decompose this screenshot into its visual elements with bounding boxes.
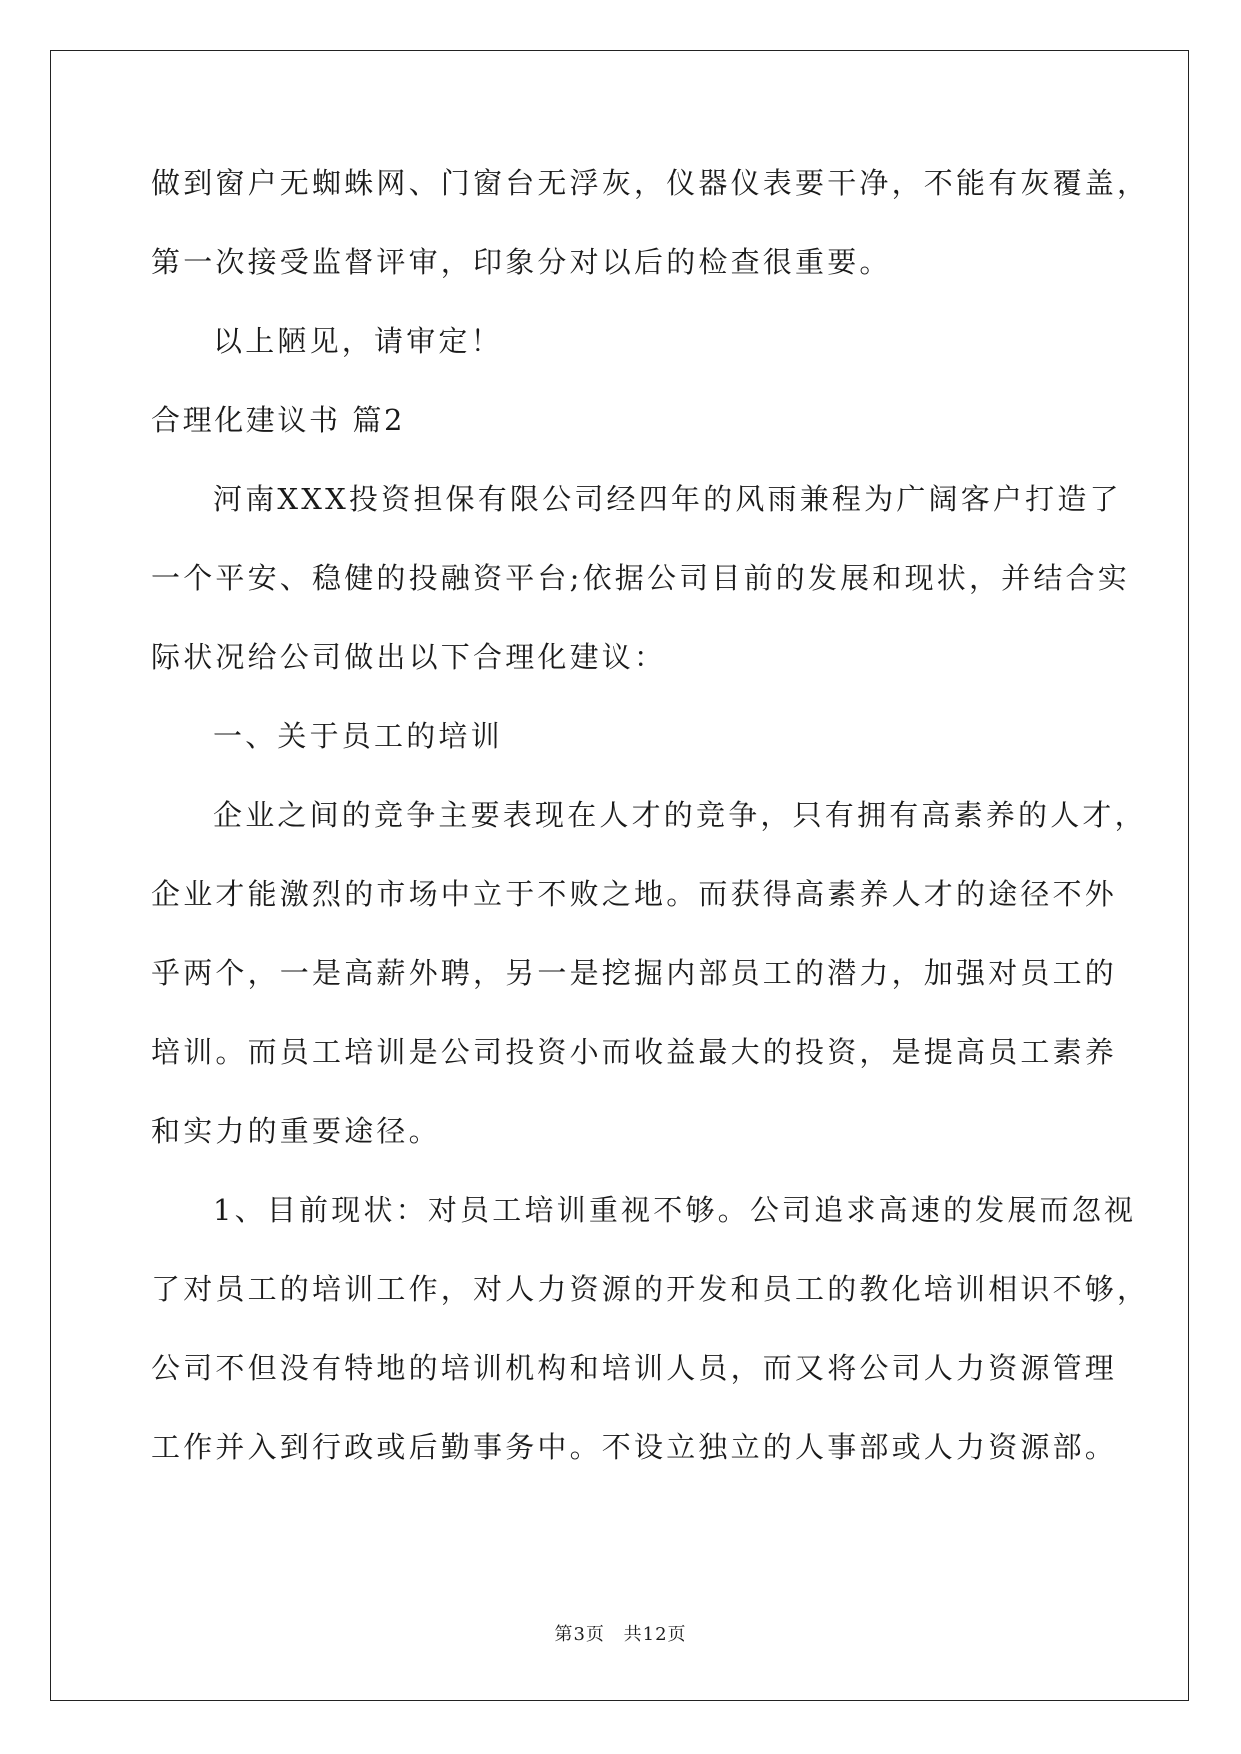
text-line: 以上陋见，请审定！ <box>213 324 503 358</box>
section-heading: 合理化建议书 篇2 <box>151 403 406 437</box>
text-line: 河南XXX投资担保有限公司经四年的风雨兼程为广阔客户打造了 <box>213 482 1122 516</box>
text-line: 企业才能激烈的市场中立于不败之地。而获得高素养人才的途径不外 <box>151 877 1118 911</box>
page-total: 共12页 <box>623 1624 687 1645</box>
page-number: 第3页 <box>554 1624 605 1645</box>
text-line: 乎两个，一是高薪外聘，另一是挖掘内部员工的潜力，加强对员工的 <box>151 956 1118 990</box>
text-line: 际状况给公司做出以下合理化建议： <box>151 640 667 674</box>
document-body <box>151 160 1150 1503</box>
text-line: 一个平安、稳健的投融资平台;依据公司目前的发展和现状，并结合实 <box>151 561 1130 595</box>
text-line: 了对员工的培训工作，对人力资源的开发和员工的教化培训相识不够， <box>151 1272 1150 1306</box>
text-line: 培训。而员工培训是公司投资小而收益最大的投资，是提高员工素养 <box>151 1035 1118 1069</box>
page-footer <box>0 1620 1241 1646</box>
text-line: 第一次接受监督评审，印象分对以后的检查很重要。 <box>151 245 892 279</box>
text-line: 企业之间的竞争主要表现在人才的竞争，只有拥有高素养的人才， <box>213 798 1147 832</box>
text-line: 一、关于员工的培训 <box>213 719 503 753</box>
text-line: 1、目前现状：对员工培训重视不够。公司追求高速的发展而忽视 <box>213 1193 1137 1227</box>
text-line: 工作并入到行政或后勤事务中。不设立独立的人事部或人力资源部。 <box>151 1430 1118 1464</box>
text-line: 和实力的重要途径。 <box>151 1114 441 1148</box>
text-line: 公司不但没有特地的培训机构和培训人员，而又将公司人力资源管理 <box>151 1351 1118 1385</box>
text-line: 做到窗户无蜘蛛网、门窗台无浮灰，仪器仪表要干净，不能有灰覆盖， <box>151 166 1150 200</box>
